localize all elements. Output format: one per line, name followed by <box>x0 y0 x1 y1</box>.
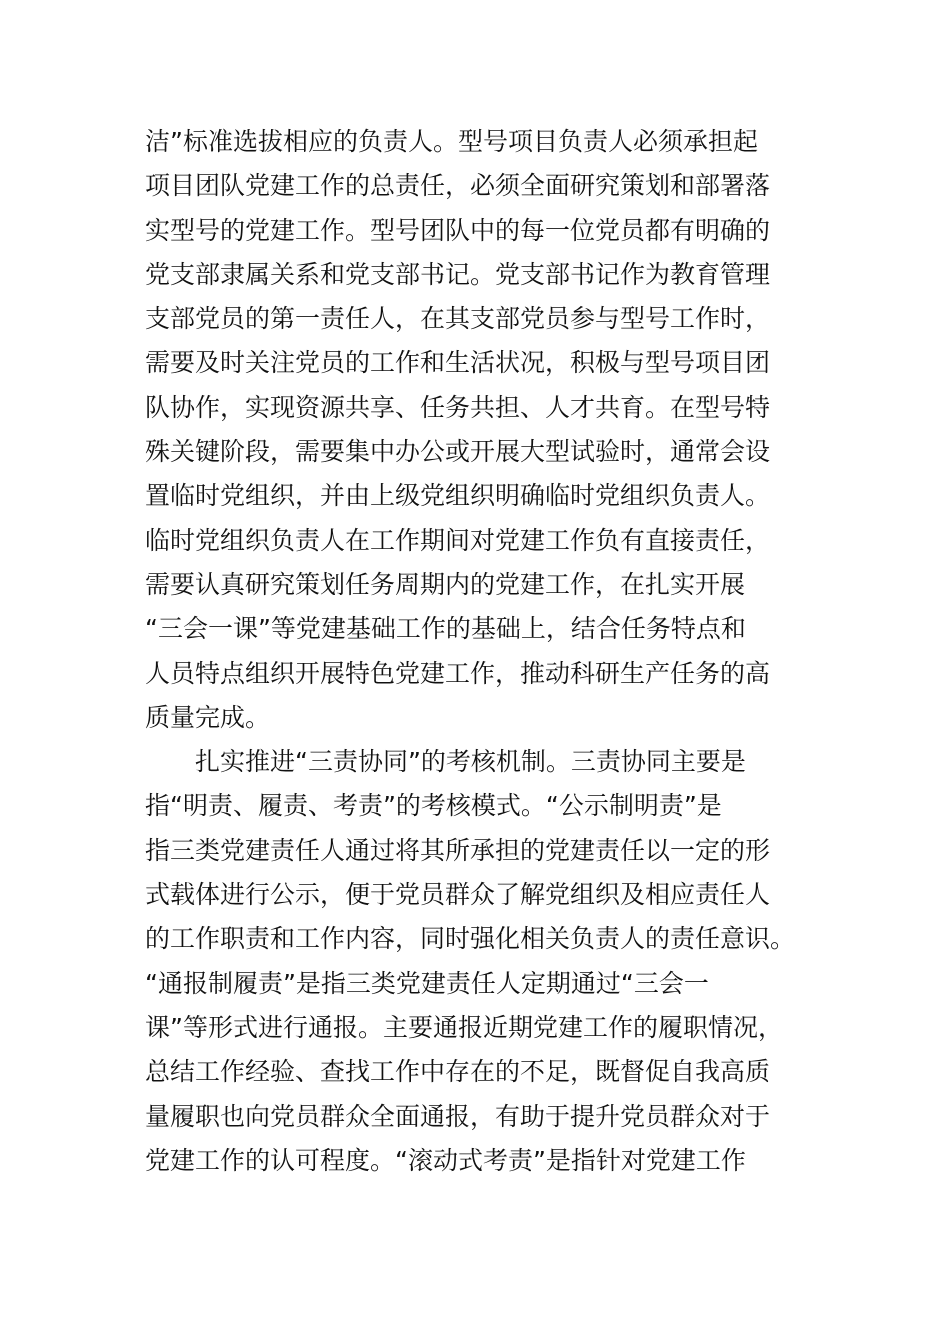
text-line: 式载体进行公示，便于党员群众了解党组织及相应责任人 <box>145 880 771 910</box>
text-line: 指三类党建责任人通过将其所承担的党建责任以一定的形 <box>145 835 771 865</box>
text-line: 需要及时关注党员的工作和生活状况，积极与型号项目团 <box>145 348 771 378</box>
text-line: 课”等形式进行通报。主要通报近期党建工作的履职情况， <box>145 1012 783 1042</box>
text-line: “三会一课”等党建基础工作的基础上，结合任务特点和 <box>145 614 746 644</box>
text-line: 扎实推进“三责协同”的考核机制。三责协同主要是 <box>195 747 746 777</box>
text-line: 量履职也向党员群众全面通报，有助于提升党员群众对于 <box>145 1101 771 1131</box>
paragraph-1 <box>145 120 825 740</box>
text-line: 党建工作的认可程度。“滚动式考责”是指针对党建工作 <box>145 1145 746 1175</box>
text-line: “通报制履责”是指三类党建责任人定期通过“三会一 <box>145 968 709 998</box>
text-line: 队协作，实现资源共享、任务共担、人才共育。在型号特 <box>145 392 771 422</box>
text-line: 党支部隶属关系和党支部书记。党支部书记作为教育管理 <box>145 259 771 289</box>
paragraph-2 <box>145 740 825 1183</box>
text-line: 置临时党组织，并由上级党组织明确临时党组织负责人。 <box>145 481 771 511</box>
text-line: 洁”标准选拔相应的负责人。型号项目负责人必须承担起 <box>145 127 758 156</box>
text-line: 需要认真研究策划任务周期内的党建工作，在扎实开展 <box>145 569 746 599</box>
text-line: 实型号的党建工作。型号团队中的每一位党员都有明确的 <box>145 215 771 245</box>
text-line: 指“明责、履责、考责”的考核模式。“公示制明责”是 <box>145 791 722 821</box>
text-line: 临时党组织负责人在工作期间对党建工作负有直接责任， <box>145 525 771 555</box>
text-line: 总结工作经验、查找工作中存在的不足，既督促自我高质 <box>145 1057 771 1087</box>
text-line: 质量完成。 <box>145 702 271 732</box>
body-text <box>145 120 825 1183</box>
text-line: 人员特点组织开展特色党建工作，推动科研生产任务的高 <box>145 658 771 688</box>
text-line: 项目团队党建工作的总责任，必须全面研究策划和部署落 <box>145 171 771 201</box>
text-line: 支部党员的第一责任人，在其支部党员参与型号工作时， <box>145 304 771 334</box>
text-line: 殊关键阶段，需要集中办公或开展大型试验时，通常会设 <box>145 437 771 467</box>
text-line: 的工作职责和工作内容，同时强化相关负责人的责任意识。 <box>145 924 796 954</box>
